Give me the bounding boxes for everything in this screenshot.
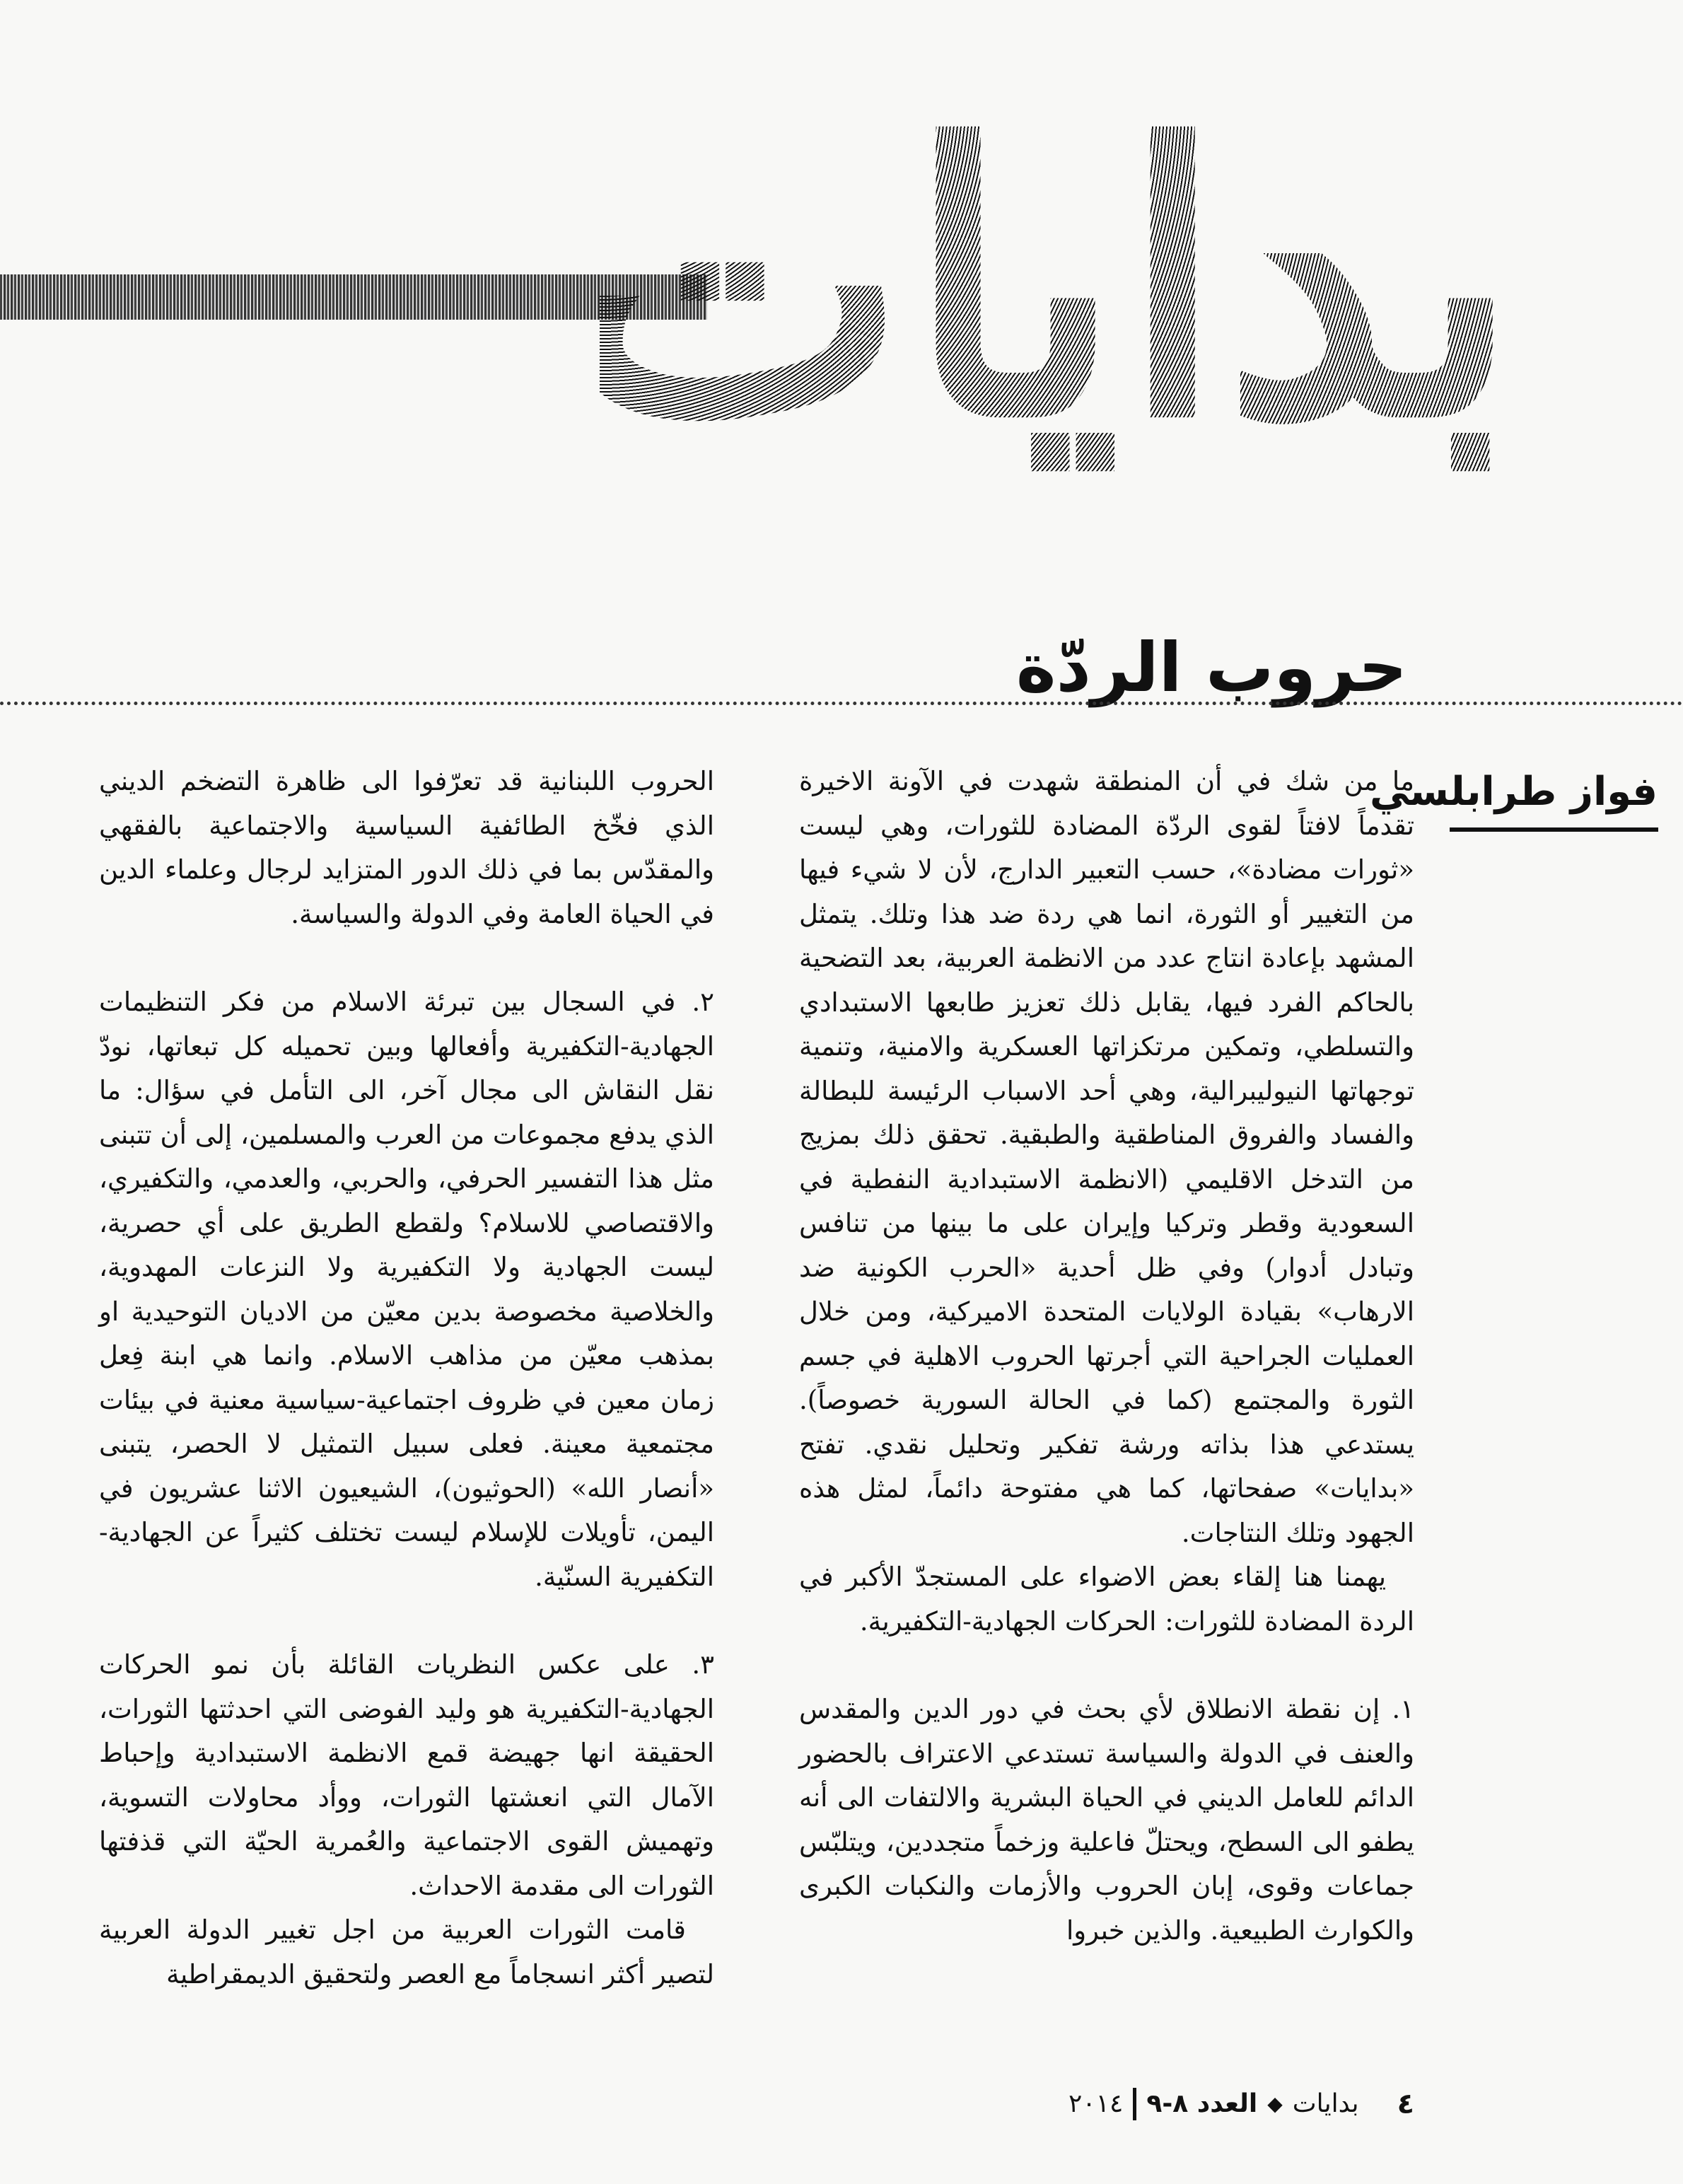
- page-footer: [1068, 2086, 1414, 2122]
- paragraph: ما من شك في أن المنطقة شهدت في الآونة الاخيرة تقدماً لافتاً لقوى الردّة المضادة للثورات، وهي ليست «ثورات مضادة»، حسب التعبير الدارج، لأن لا شيء فيها من التغيير أو الثورة، انما هي ردة ضد هذا وتلك. يتمثل المشهد بإعادة انتاج عدد من الانظمة العربية، بعد التضحية بالحاكم الفرد فيها، يقابل ذلك تعزيز طابعها الاستبدادي والتسلطي، وتمكين مرتكزاتها العسكرية والامنية، وتنمية توجهاتها النيوليبرالية، وهي أحد الاسباب الرئيسة للبطالة والفساد والفروق المناطقية والطبقية. تحقق ذلك بمزيج من التدخل الاقليمي (الانظمة الاستبدادية النفطية في السعودية وقطر وتركيا وإيران على ما بينها من تنافس وتبادل أدوار) وفي ظل أحدية «الحرب الكونية ضد الارهاب» بقيادة الولايات المتحدة الاميركية، ومن خلال العمليات الجراحية التي أجرتها الحروب الاهلية في جسم الثورة والمجتمع (كما في الحالة السورية خصوصاً). يستدعي هذا بذاته ورشة تفكير وتحليل نقدي. تفتح «بدايات» صفحاتها، كما هي مفتوحة دائماً، لمثل هذه الجهود وتلك النتاجات.: [799, 766, 1414, 1548]
- issue-year: ٢٠١٤: [1068, 2089, 1124, 2118]
- article-title: حروب الردّة: [1015, 628, 1407, 708]
- masthead-logo: بدايات: [561, 66, 1519, 499]
- footer-separator: [1133, 2088, 1136, 2120]
- diamond-icon: ◆: [1267, 2092, 1283, 2115]
- article-column-left: [99, 760, 714, 1997]
- author-name: فواز طرابلسي: [1369, 769, 1658, 815]
- paragraph: يهمنا هنا إلقاء بعض الاضواء على المستجدّ الأكبر في الردة المضادة للثورات: الحركات الجهادية-التكفيرية.: [799, 1562, 1414, 1637]
- author-underline: [1450, 827, 1658, 832]
- paragraph: الحروب اللبنانية قد تعرّفوا الى ظاهرة التضخم الديني الذي فخّخ الطائفية السياسية والاجتماعية بالفقهي والمقدّس بما في ذلك الدور المتزايد لرجال وعلماء الدين في الحياة العامة وفي الدولة والسياسة.: [99, 766, 714, 929]
- title-divider: [0, 702, 1683, 705]
- journal-name: بدايات: [1292, 2089, 1359, 2118]
- issue-label: العدد ٨-٩: [1146, 2089, 1258, 2118]
- masthead: [561, 57, 1519, 509]
- paragraph: ١. إن نقطة الانطلاق لأي بحث في دور الدين والمقدس والعنف في الدولة والسياسة تستدعي الاعتراف بالحضور الدائم للعامل الديني في الحياة البشرية والالتفات الى أنه يطفو الى السطح، ويحتلّ فاعلية وزخماً متجددين، ويتلبّس جماعات وقوى، إبان الحروب والأزمات والنكبات الكبرى والكوارث الطبيعية. والذين خبروا: [799, 1694, 1414, 1946]
- page-number: ٤: [1397, 2088, 1414, 2120]
- paragraph: ٣. على عكس النظريات القائلة بأن نمو الحركات الجهادية-التكفيرية هو وليد الفوضى التي احدثتها الثورات، الحقيقة انها جهيضة قمع الانظمة الاستبدادية وإحباط الآمال التي انعشتها الثورات، ووأد محاولات التسوية، وتهميش القوى الاجتماعية والعُمرية الحيّة التي قذفتها الثورات الى مقدمة الاحداث.: [99, 1649, 714, 1901]
- paragraph: ٢. في السجال بين تبرئة الاسلام من فكر التنظيمات الجهادية-التكفيرية وأفعالها وبين تحميله كل تبعاتها، نودّ نقل النقاش الى مجال آخر، الى التأمل في سؤال: ما الذي يدفع مجموعات من العرب والمسلمين، إلى أن تتبنى مثل هذا التفسير الحرفي، والحربي، والعدمي، والتكفيري، والاقتصاصي للاسلام؟ ولقطع الطريق على أي حصرية، ليست الجهادية ولا التكفيرية ولا النزعات المهدوية، والخلاصية مخصوصة بدين معيّن من الاديان التوحيدية او بمذهب معيّن من مذاهب الاسلام. وانما هي ابنة فِعل زمان معين في ظروف اجتماعية-سياسية معنية في بيئات مجتمعية معينة. فعلى سبيل التمثيل لا الحصر، يتبنى «أنصار الله» (الحوثيون)، الشيعيون الاثنا عشريون في اليمن، تأويلات للإسلام ليست تختلف كثيراً عن الجهادية-التكفيرية السنّية.: [99, 987, 714, 1592]
- article-column-right: [799, 760, 1414, 1953]
- paragraph: قامت الثورات العربية من اجل تغيير الدولة العربية لتصير أكثر انسجاماً مع العصر ولتحقيق الديمقراطية: [99, 1915, 714, 1990]
